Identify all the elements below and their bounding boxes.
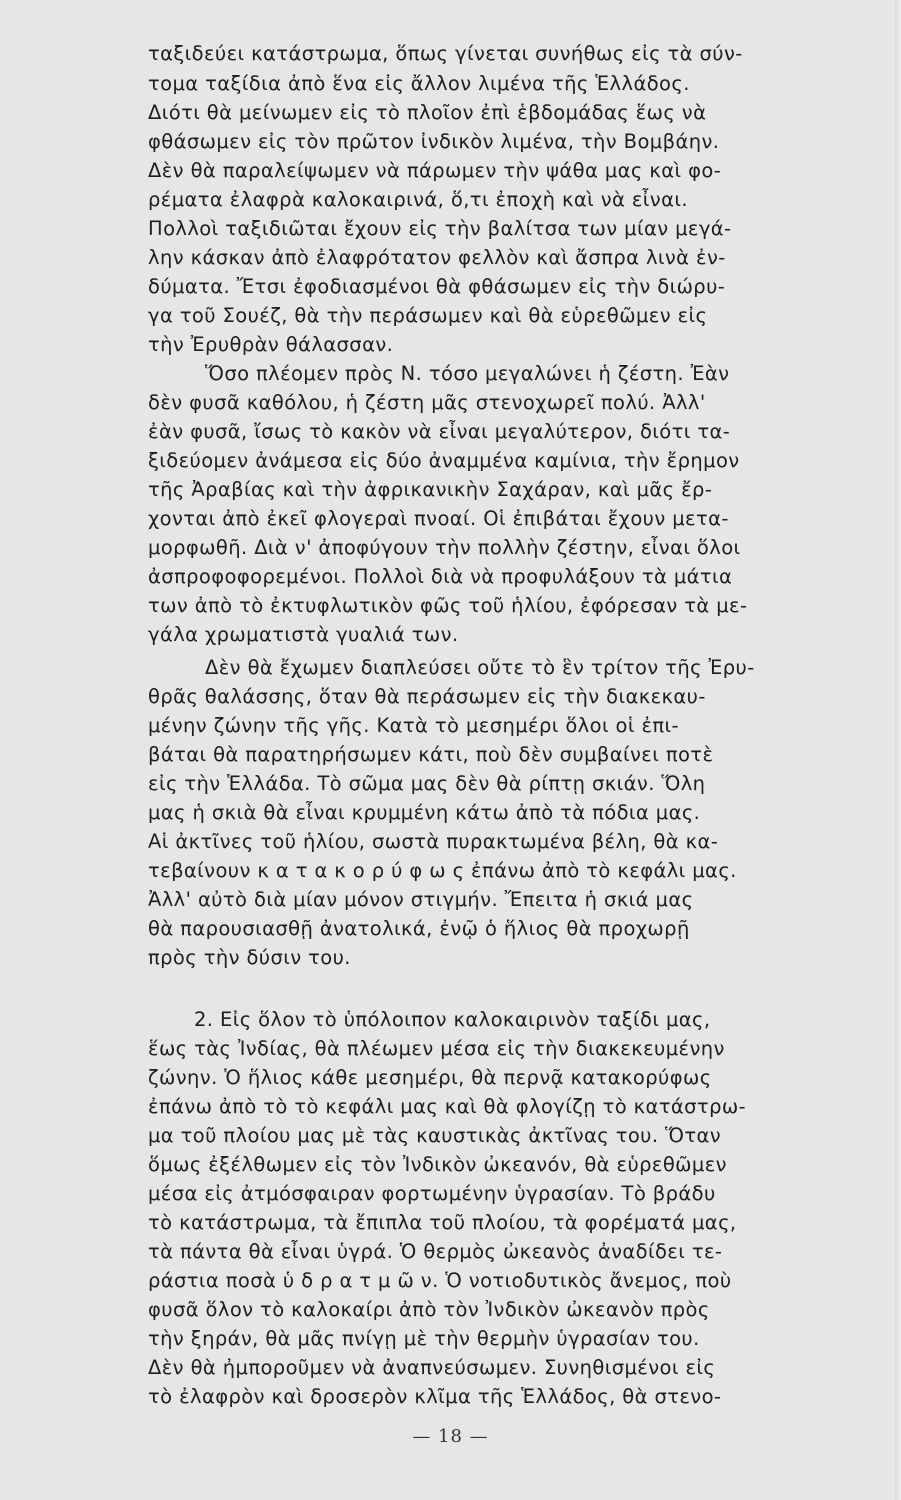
text-line: δὲν φυσᾶ καθόλου, ἡ ζέστη μᾶς στενοχωρεῖ πολύ. Ἀλλ' [148,391,706,414]
text-line: τὸ ἐλαφρὸν καὶ δροσερὸν κλῖμα τῆς Ἑλλάδος, θὰ στενο- [148,1385,722,1408]
text-line: ἕως τὰς Ἰνδίας, θὰ πλέωμεν μέσα εἰς τὴν διακεκευμένην [148,1037,725,1060]
text-line: μας ἡ σκιὰ θὰ εἶναι κρυμμένη κάτω ἀπὸ τὰ πόδια μας. [148,801,701,824]
text-line: ρέματα ἐλαφρὰ καλοκαιρινά, ὅ,τι ἐποχὴ καὶ νὰ εἶναι. [148,188,688,211]
text-line: γάλα χρωματιστὰ γυαλιά των. [148,623,459,646]
text-line: των ἀπὸ τὸ ἐκτυφλωτικὸν φῶς τοῦ ἡλίου, ἐφόρεσαν τὰ με- [148,594,748,617]
text-line: τὴν ξηράν, θὰ μᾶς πνίγῃ μὲ τὴν θερμὴν ὑγρασίαν του. [148,1327,700,1350]
text-line: ράστια ποσὰ ὑ δ ρ α τ μ ῶ ν. Ὁ νοτιοδυτικὸς ἄνεμος, ποὺ [148,1269,732,1292]
text-line: μορφωθῆ. Διὰ ν' ἀποφύγουν τὴν πολλὴν ζέστην, εἶναι ὅλοι [148,536,741,559]
text-line: μα τοῦ πλοίου μας μὲ τὰς καυστικὰς ἀκτῖνας του. Ὅταν [148,1124,722,1147]
text-line: τομα ταξίδια ἀπὸ ἕνα εἰς ἄλλον λιμένα τῆς Ἑλλάδος. [148,72,690,95]
text-line: ταξιδεύει κατάστρωμα, ὅπως γίνεται συνήθως εἰς τὰ σύν- [148,42,743,65]
text-line: Ὅσο πλέομεν πρὸς Ν. τόσο μεγαλώνει ἡ ζέστη. Ἐὰν [205,362,730,385]
text-line: θρᾶς θαλάσσης, ὅταν θὰ περάσωμεν εἰς τὴν διακεκαυ- [148,685,706,708]
text-line: πρὸς τὴν δύσιν του. [148,946,351,969]
text-line: 2. Εἰς ὅλον τὸ ὑπόλοιπον καλοκαιρινὸν ταξίδι μας, [194,1008,711,1031]
text-line: θὰ παρουσιασθῇ ἀνατολικά, ἐνῷ ὁ ἥλιος θὰ προχωρῇ [148,917,690,940]
text-line: μένην ζώνην τῆς γῆς. Κατὰ τὸ μεσημέρι ὅλοι οἱ ἐπι- [148,714,679,737]
text-line: βάται θὰ παρατηρήσωμεν κάτι, ποὺ δὲν συμβαίνει ποτὲ [148,743,714,766]
text-line: Δὲν θὰ ἔχωμεν διαπλεύσει οὔτε τὸ ἓν τρίτον τῆς Ἐρυ- [205,656,755,679]
text-line: ζώνην. Ὁ ἥλιος κάθε μεσημέρι, θὰ περνᾷ κατακορύφως [148,1066,712,1089]
text-line: Διότι θὰ μείνωμεν εἰς τὸ πλοῖον ἐπὶ ἑβδομάδας ἕως νὰ [148,101,707,124]
text-line: τὴν Ἐρυθρὰν θάλασσαν. [148,333,394,356]
text-line: Δὲν θὰ παραλείψωμεν νὰ πάρωμεν τὴν ψάθα μας καὶ φο- [148,159,722,182]
text-line: Ἀλλ' αὐτὸ διὰ μίαν μόνον στιγμήν. Ἔπειτα ἡ σκιά μας [148,888,694,911]
page-number: — 18 — [412,1426,489,1447]
text-line: μέσα εἰς ἀτμόσφαιραν φορτωμένην ὑγρασίαν. Τὸ βράδυ [148,1182,716,1205]
text-line: ἐὰν φυσᾶ, ἴσως τὸ κακὸν νὰ εἶναι μεγαλύτερον, διότι τα- [148,420,731,443]
text-line: φθάσωμεν εἰς τὸν πρῶτον ἰνδικὸν λιμένα, τὴν Βομβάην. [148,130,720,153]
text-line: χονται ἀπὸ ἐκεῖ φλογεραὶ πνοαί. Οἱ ἐπιβάται ἔχουν μετα- [148,507,729,530]
text-line: δύματα. Ἔτσι ἐφοδιασμένοι θὰ φθάσωμεν εἰς τὴν διώρυ- [148,275,726,298]
text-line: τὰ πάντα θὰ εἶναι ὑγρά. Ὁ θερμὸς ὠκεανὸς ἀναδίδει τε- [148,1240,723,1263]
text-line: ἐπάνω ἀπὸ τὸ τὸ κεφάλι μας καὶ θὰ φλογίζῃ τὸ κατάστρω- [148,1095,747,1118]
text-line: ἀσπροφοφορεμένοι. Πολλοὶ διὰ νὰ προφυλάξουν τὰ μάτια [148,565,733,588]
text-line: τῆς Ἀραβίας καὶ τὴν ἀφρικανικὴν Σαχάραν, καὶ μᾶς ἔρ- [148,478,713,501]
text-line: ὅμως ἐξέλθωμεν εἰς τὸν Ἰνδικὸν ὠκεανόν, θὰ εὑρεθῶμεν [148,1153,727,1176]
text-line: Αἱ ἀκτῖνες τοῦ ἡλίου, σωστὰ πυρακτωμένα βέλη, θὰ κα- [148,830,719,853]
text-line: τὸ κατάστρωμα, τὰ ἔπιπλα τοῦ πλοίου, τὰ φορέματά μας, [148,1211,737,1234]
text-line: ξιδεύομεν ἀνάμεσα εἰς δύο ἀναμμένα καμίνια, τὴν ἔρημον [148,449,740,472]
text-line: Δὲν θὰ ἠμποροῦμεν νὰ ἀναπνεύσωμεν. Συνηθισμένοι εἰς [148,1356,716,1379]
text-line: φυσᾶ ὅλον τὸ καλοκαίρι ἀπὸ τὸν Ἰνδικὸν ὠκεανὸν πρὸς [148,1298,710,1321]
text-line: τεβαίνουν κ α τ α κ ο ρ ύ φ ω ς ἐπάνω ἀπὸ τὸ κεφάλι μας. [148,859,737,882]
page-edge [895,0,901,1500]
text-line: εἰς τὴν Ἑλλάδα. Τὸ σῶμα μας δὲν θὰ ρίπτῃ σκιάν. Ὅλη [148,772,706,795]
text-line: Πολλοὶ ταξιδιῶται ἔχουν εἰς τὴν βαλίτσα των μίαν μεγά- [148,217,732,240]
text-line: λην κάσκαν ἀπὸ ἐλαφρότατον φελλὸν καὶ ἄσπρα λινὰ ἐν- [148,246,726,269]
text-line: γα τοῦ Σουέζ, θὰ τὴν περάσωμεν καὶ θὰ εὑρεθῶμεν εἰς [148,304,708,327]
